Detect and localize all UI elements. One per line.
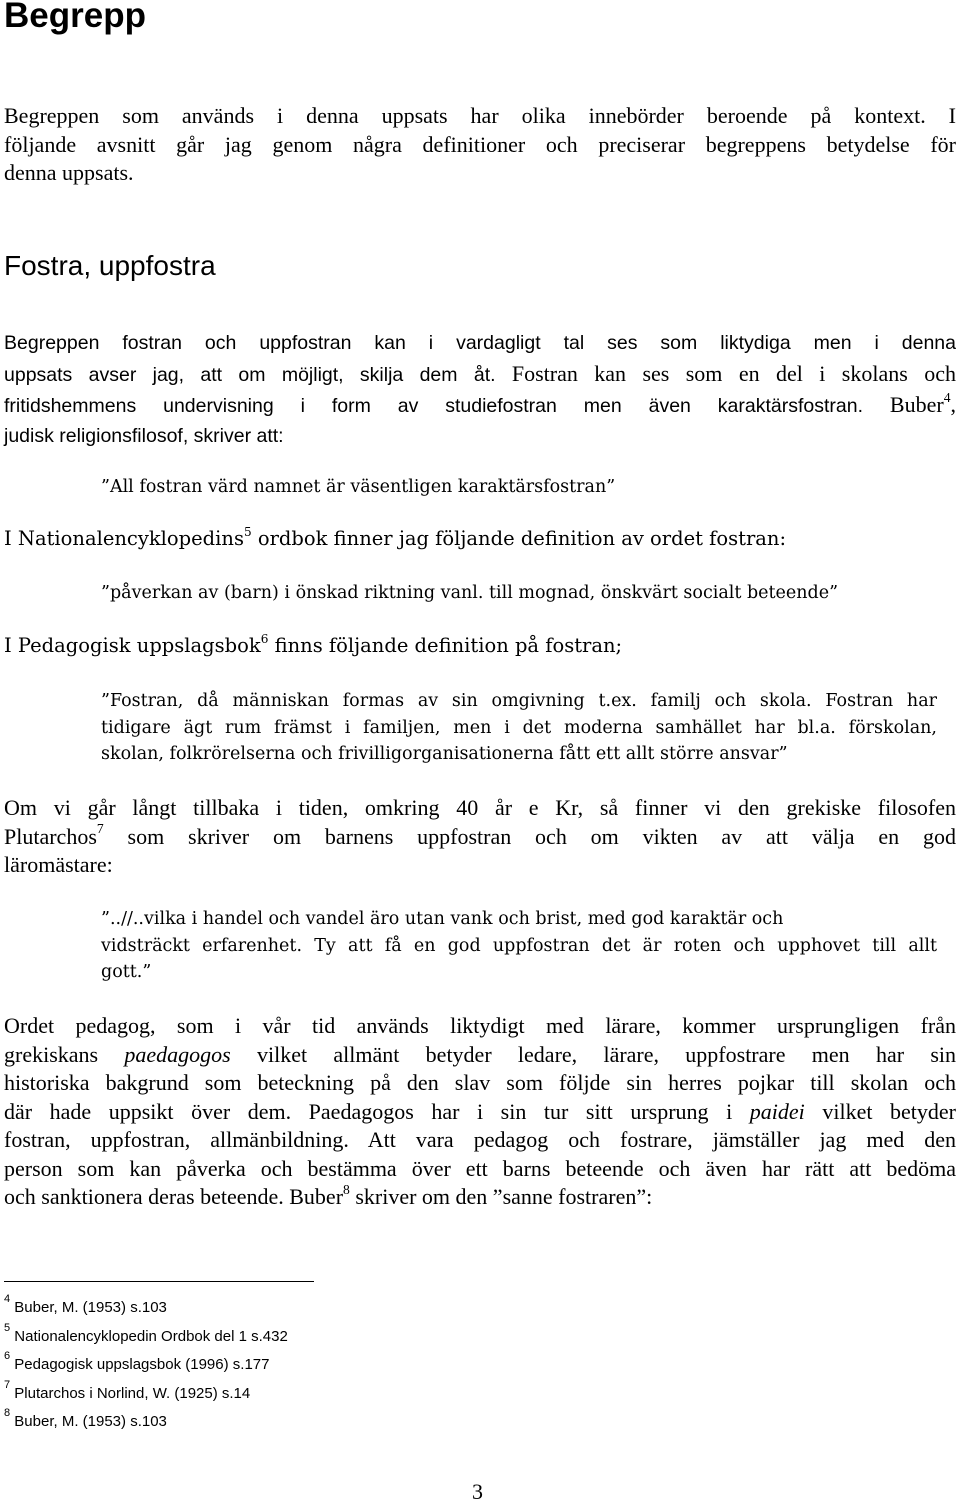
paragraph-line	[4, 359, 956, 391]
paragraph-text: ordbok finner jag följande definition av ordet fostran:	[257, 527, 787, 550]
footnote-text: Nationalencyklopedin Ordbok del 1 s.432	[14, 1328, 288, 1345]
quote-karaktarsfostran: ”All fostran värd namnet är väsentligen karaktärsfostran”	[101, 477, 616, 497]
paragraph-text: grekiskans	[4, 1041, 99, 1067]
footnote-number: 7	[4, 1379, 11, 1392]
footnote	[4, 1379, 251, 1404]
paragraph-line: judisk religionsfilosof, skriver att:	[4, 424, 284, 447]
footnote	[4, 1322, 288, 1347]
paragraph-line	[4, 823, 956, 852]
quote-fostran-definition	[101, 688, 937, 768]
footnote-ref: 4	[943, 389, 951, 405]
paragraph-line	[4, 1098, 956, 1127]
footnote	[4, 1407, 167, 1432]
paragraph-text: I Pedagogisk uppslagsbok	[4, 634, 261, 657]
paragraph-text: skriver om den ”sanne fostraren”:	[355, 1184, 653, 1209]
author-name: Plutarchos	[4, 823, 97, 849]
author-name: Buber	[889, 392, 944, 417]
quote-plutarchos	[101, 906, 937, 986]
footnote-ref: 8	[343, 1181, 350, 1197]
page-number: 3	[472, 1479, 483, 1504]
paragraph-line: Om vi går långt tillbaka i tiden, omkring 40 år e Kr, så finner vi den grekiske filosofen	[4, 795, 956, 820]
quote-line: vidsträckt erfarenhet. Ty att få en god uppfostran det är roten och upphovet till allt	[101, 935, 937, 956]
section-heading: Fostra, uppfostra	[4, 250, 216, 281]
paragraph-text: som skriver om barnens uppfostran och om vikten av att välja en god	[127, 823, 956, 849]
footnote-ref: 6	[260, 631, 269, 646]
paragraph-text: finns följande definition på fostran;	[274, 634, 623, 657]
paragraph-text: vilket betyder	[822, 1098, 956, 1124]
quote-line: gott.”	[101, 962, 152, 982]
paragraph-line	[4, 1041, 956, 1070]
emphasized-term: paedagogos	[124, 1041, 231, 1067]
footnote-ref: 7	[96, 821, 104, 837]
footnote-number: 8	[4, 1407, 11, 1420]
footnote	[4, 1293, 167, 1318]
plutarchos-paragraph	[4, 794, 956, 880]
paragraph-text: fritidshemmens undervisning i form av studiefostran men även karaktärsfostran.	[4, 395, 864, 417]
footnote-number: 5	[4, 1322, 11, 1335]
paragraph-text: där hade uppsikt över dem. Paedagogos har i sin tur sitt ursprung i	[4, 1098, 733, 1124]
footnote-number: 4	[4, 1293, 11, 1306]
footnote-text: Plutarchos i Norlind, W. (1925) s.14	[14, 1385, 251, 1402]
paragraph-text: vilket allmänt betyder ledare, lärare, uppfostrare men har sin	[257, 1041, 957, 1067]
page-heading: Begrepp	[4, 0, 146, 35]
paragraph-line: läromästare:	[4, 852, 113, 877]
paragraph-line: fostran, uppfostran, allmänbildning. Att vara pedagog och fostrare, jämställer jag med den	[4, 1127, 956, 1152]
paragraph-text: I Nationalencyklopedins	[4, 527, 244, 550]
footnote-text: Buber, M. (1953) s.103	[14, 1413, 167, 1430]
paragraph-text: uppsats avser jag, att om möjligt, skilja dem åt.	[4, 363, 496, 386]
fostra-paragraph	[4, 329, 956, 451]
footnote-text: Buber, M. (1953) s.103	[14, 1299, 167, 1316]
paragraph-line: Ordet pedagog, som i vår tid används liktydigt med lärare, kommer ursprungligen från	[4, 1013, 956, 1038]
intro-line: Begreppen som används i denna uppsats har olika innebörder beroende på kontext. I	[4, 103, 956, 128]
paragraph-line	[4, 390, 956, 422]
paragraph-line: historiska bakgrund som beteckning på den slav som följde sin herres pojkar till skolan och	[4, 1070, 956, 1095]
intro-paragraph	[4, 102, 956, 188]
quote-line: skolan, folkrörelserna och frivilligorganisationerna fått ett allt större ansvar”	[101, 744, 788, 764]
pedagog-paragraph	[4, 1012, 956, 1212]
quote-line: ”..//..vilka i handel och vandel äro utan vank och brist, med god karaktär och	[101, 909, 784, 929]
paragraph-line: person som kan påverka och bestämma över ett barns beteende och även har rätt att bedöma	[4, 1155, 956, 1181]
intro-line: denna uppsats.	[4, 160, 134, 185]
paragraph-text: Fostran kan ses som en del i skolans och	[511, 360, 956, 386]
quote-definition: ”påverkan av (barn) i önskad riktning vanl. till mognad, önskvärt socialt beteende”	[101, 583, 839, 603]
footnote-text: Pedagogisk uppslagsbok (1996) s.177	[14, 1356, 270, 1373]
paragraph-text: och sanktionera deras beteende. Buber	[4, 1184, 344, 1209]
paragraph-line	[4, 1183, 956, 1212]
paragraph-line: Begreppen fostran och uppfostran kan i vardagligt tal ses som liktydiga men i denna	[4, 332, 956, 354]
footnote-ref: 5	[243, 524, 252, 539]
footnote	[4, 1350, 270, 1375]
nationalencyklopedin-line	[4, 524, 786, 554]
emphasized-term: paidei	[749, 1098, 805, 1124]
quote-line: tidigare ägt rum främst i familjen, men i det moderna samhället har bl.a. förskolan,	[101, 717, 937, 738]
punctuation: ,	[950, 392, 956, 417]
footnote-number: 6	[4, 1350, 11, 1363]
quote-line: ”Fostran, då människan formas av sin omgivning t.ex. familj och skola. Fostran har	[101, 691, 937, 711]
footnote-separator	[4, 1281, 314, 1282]
pedagogisk-uppslagsbok-line	[4, 631, 622, 661]
intro-line: följande avsnitt går jag genom några definitioner och preciserar begreppens betydelse för	[4, 131, 956, 157]
